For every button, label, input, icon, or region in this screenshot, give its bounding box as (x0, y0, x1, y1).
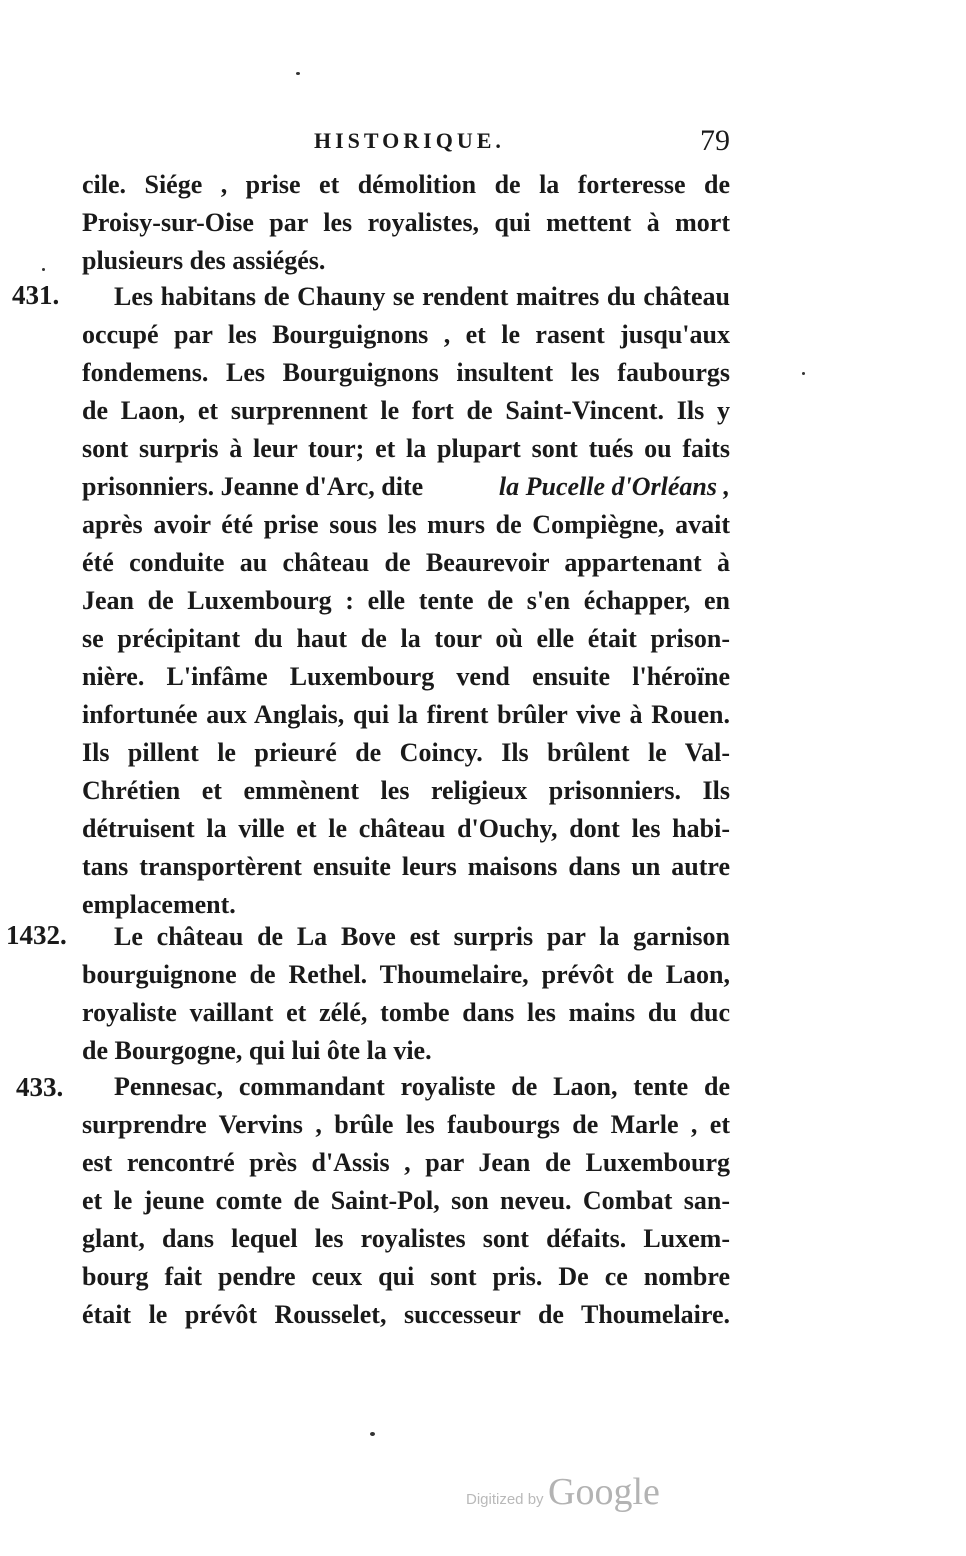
text-line: est rencontré près d'Assis , par Jean de Luxembourg (82, 1148, 730, 1177)
text-line: emplacement. (82, 890, 236, 919)
text-line: se précipitant du haut de la tour où elle était prison- (82, 624, 730, 653)
text-line: glant, dans lequel les royalistes sont défaits. Luxem- (82, 1224, 730, 1253)
text-line: de Laon, et surprennent le fort de Saint-Vincent. Ils y (82, 396, 730, 425)
text-line: Jean de Luxembourg : elle tente de s'en échapper, en (82, 586, 730, 615)
running-head (0, 124, 966, 164)
text-line: Les habitans de Chauny se rendent maitres du château (114, 282, 730, 311)
text-line: sont surpris à leur tour; et la plupart sont tués ou faits (82, 434, 730, 463)
text-line: de Bourgogne, qui lui ôte la vie. (82, 1036, 432, 1065)
text-line: occupé par les Bourguignons , et le rasent jusqu'aux (82, 320, 730, 349)
year-label: 433. (16, 1072, 64, 1102)
text-line: été conduite au château de Beaurevoir appartenant à (82, 548, 730, 577)
page-number: 79 (700, 124, 730, 157)
digitized-watermark (466, 1470, 660, 1520)
scan-speck (296, 72, 300, 75)
italic-run: la Pucelle d'Orléans , (498, 472, 730, 501)
text-line: Chrétien et emmènent les religieux prisonniers. Ils (82, 776, 730, 805)
text-line: surprendre Vervins , brûle les faubourgs de Marle , et (82, 1110, 730, 1139)
text-line: Le château de La Bove est surpris par la garnison (114, 922, 730, 951)
text-line: royaliste vaillant et zélé, tombe dans les mains du duc (82, 998, 730, 1027)
google-logo: Google (548, 1471, 660, 1513)
scan-speck (42, 268, 45, 271)
year-label: 431. (12, 280, 60, 310)
text-line: était le prévôt Rousselet, successeur de Thoumelaire. (82, 1300, 730, 1329)
running-title: HISTORIQUE. (314, 128, 505, 153)
scan-speck (370, 1432, 375, 1436)
text-line: fondemens. Les Bourguignons insultent les faubourgs (82, 358, 730, 387)
text-line: infortunée aux Anglais, qui la firent brûler vive à Rouen. (82, 700, 730, 729)
text-line: et le jeune comte de Saint-Pol, son neveu. Combat san- (82, 1186, 730, 1215)
text-line (82, 468, 730, 506)
text-line: Proisy-sur-Oise par les royalistes, qui mettent à mort (82, 208, 730, 237)
text-line: cile. Siége , prise et démolition de la forteresse de (82, 170, 730, 199)
scan-speck (802, 372, 805, 375)
text-line: bourg fait pendre ceux qui sont pris. De ce nombre (82, 1262, 730, 1291)
text-run: prisonniers. Jeanne d'Arc, dite (82, 472, 424, 501)
text-line: après avoir été prise sous les murs de Compiègne, avait (82, 510, 730, 539)
text-line: détruisent la ville et le château d'Ouchy, dont les habi- (82, 814, 730, 843)
watermark-prefix: Digitized by (466, 1491, 544, 1508)
year-label: 1432. (6, 920, 67, 950)
text-line: bourguignone de Rethel. Thoumelaire, prévôt de Laon, (82, 960, 730, 989)
text-line: nière. L'infâme Luxembourg vend ensuite l'héroïne (82, 662, 730, 691)
text-line: tans transportèrent ensuite leurs maisons dans un autre (82, 852, 730, 881)
text-line: Pennesac, commandant royaliste de Laon, tente de (114, 1072, 730, 1101)
text-line: Ils pillent le prieuré de Coincy. Ils brûlent le Val- (82, 738, 730, 767)
text-line: plusieurs des assiégés. (82, 246, 326, 275)
